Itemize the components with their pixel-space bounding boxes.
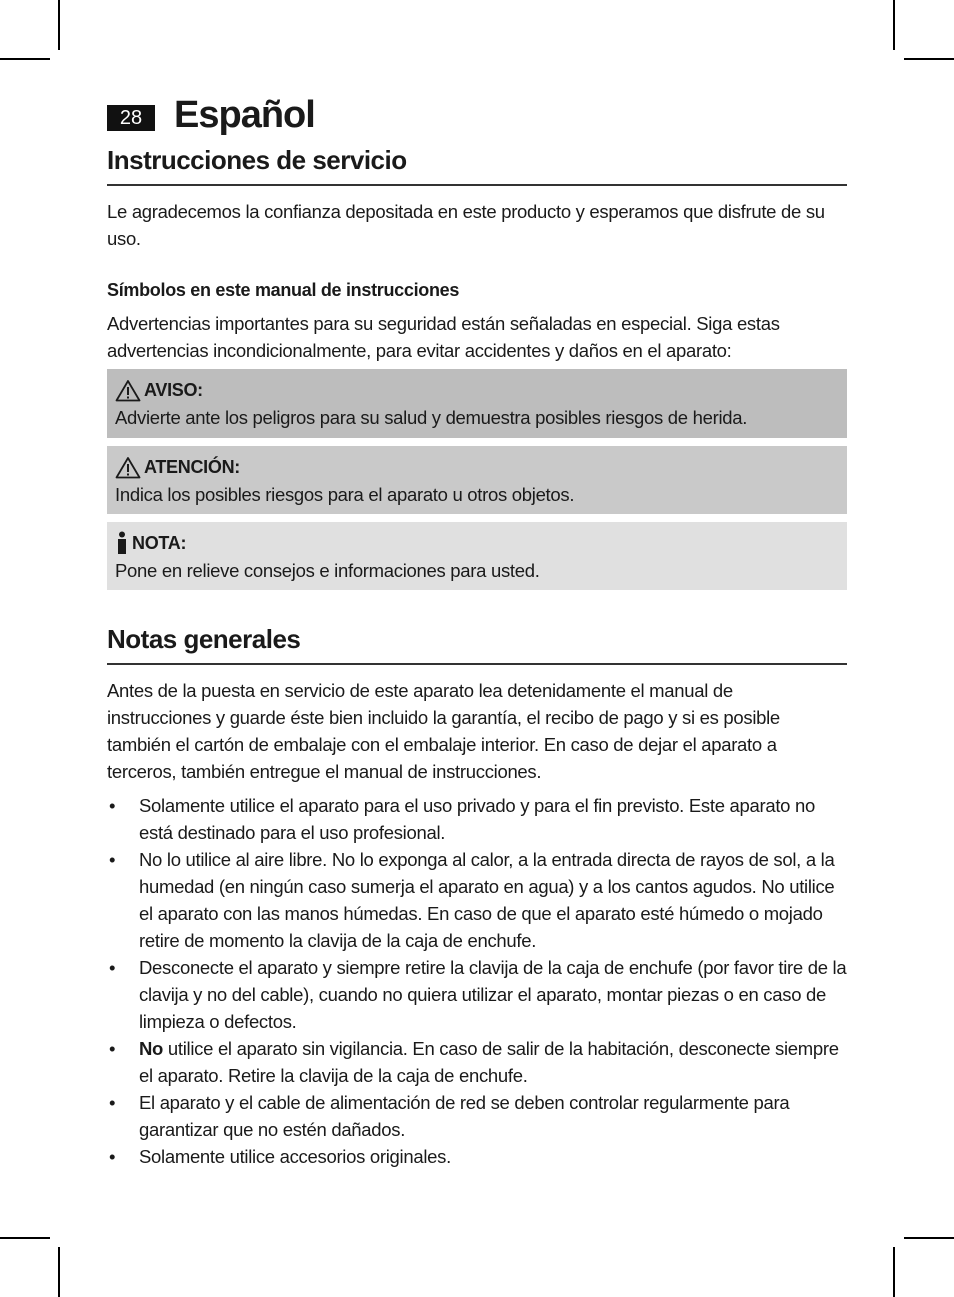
section-title-notas-generales: Notas generales: [107, 624, 301, 654]
emphasis-no: No: [139, 1038, 164, 1059]
warning-triangle-icon: [115, 379, 141, 402]
crop-mark: [0, 58, 50, 60]
page-number: 28: [107, 105, 155, 131]
crop-mark: [58, 1247, 60, 1297]
notice-nota: [107, 522, 847, 590]
notas-intro-paragraph: Antes de la puesta en servicio de este aparato lea detenidamente el manual de instrucciones y guarde éste bien incluido la garantía, el recibo de pago y si es posible también el cartón de embalaje con el embalaje interior. En caso de dejar el aparato a terceros, también entregue el manual de instrucciones.: [107, 680, 780, 782]
crop-mark: [893, 0, 895, 50]
notice-label: ATENCIÓN:: [144, 456, 240, 477]
crop-mark: [893, 1247, 895, 1297]
notice-text: Advierte ante los peligros para su salud y demuestra posibles riesgos de herida.: [115, 407, 748, 428]
list-item: • Solamente utilice accesorios originales.: [107, 1143, 852, 1170]
list-item: • Solamente utilice el aparato para el uso privado y para el fin previsto. Este aparato no está destinado para el uso profesional.: [107, 792, 852, 846]
crop-mark: [58, 0, 60, 50]
notice-text: Indica los posibles riesgos para el aparato u otros objetos.: [115, 484, 575, 505]
bullet-icon: •: [109, 795, 116, 816]
section-rule: [107, 184, 847, 186]
language-title: Español: [174, 94, 315, 136]
symbols-paragraph: Advertencias importantes para su seguridad están señaladas en especial. Siga estas advertencias incondicionalmente, para evitar accidentes y daños en el aparato:: [107, 313, 780, 361]
notice-label: AVISO:: [144, 379, 203, 400]
warning-triangle-icon: [115, 456, 141, 479]
notice-label: NOTA:: [132, 532, 187, 553]
section-rule: [107, 663, 847, 665]
crop-mark: [904, 1237, 954, 1239]
list-item: • No lo utilice al aire libre. No lo exponga al calor, a la entrada directa de rayos de sol, a la humedad (en ningún caso sumerja el aparato en agua) y a los cantos agudos. No utilice el aparato con las manos húmedas. En caso de que el aparato esté húmedo o mojado retire de momento la clavija de la caja de enchufe.: [107, 846, 852, 954]
symbols-heading: Símbolos en este manual de instrucciones: [107, 280, 460, 300]
bullet-icon: •: [109, 849, 116, 870]
list-item: • Desconecte el aparato y siempre retire la clavija de la caja de enchufe (por favor tire de la clavija y no del cable), cuando no quiera utilizar el aparato, montar piezas o en caso de limpieza o defectos.: [107, 954, 852, 1035]
bullet-icon: •: [109, 957, 116, 978]
info-icon: [115, 531, 129, 555]
list-item: • No utilice el aparato sin vigilancia. En caso de salir de la habitación, desconecte siempre el aparato. Retire la clavija de la caja de enchufe.: [107, 1035, 852, 1089]
crop-mark: [0, 1237, 50, 1239]
bullet-icon: •: [109, 1038, 116, 1059]
intro-paragraph: Le agradecemos la confianza depositada en este producto y esperamos que disfrute de su uso.: [107, 201, 825, 249]
crop-mark: [904, 58, 954, 60]
notice-atencion: [107, 446, 847, 514]
bullet-icon: •: [109, 1092, 116, 1113]
notice-aviso: [107, 369, 847, 438]
list-item: • El aparato y el cable de alimentación de red se deben controlar regularmente para garantizar que no estén dañados.: [107, 1089, 852, 1143]
bullet-icon: •: [109, 1146, 116, 1167]
section-title-instrucciones: Instrucciones de servicio: [107, 145, 407, 175]
notice-text: Pone en relieve consejos e informaciones para usted.: [115, 560, 540, 581]
general-notes-list: [107, 792, 852, 1170]
